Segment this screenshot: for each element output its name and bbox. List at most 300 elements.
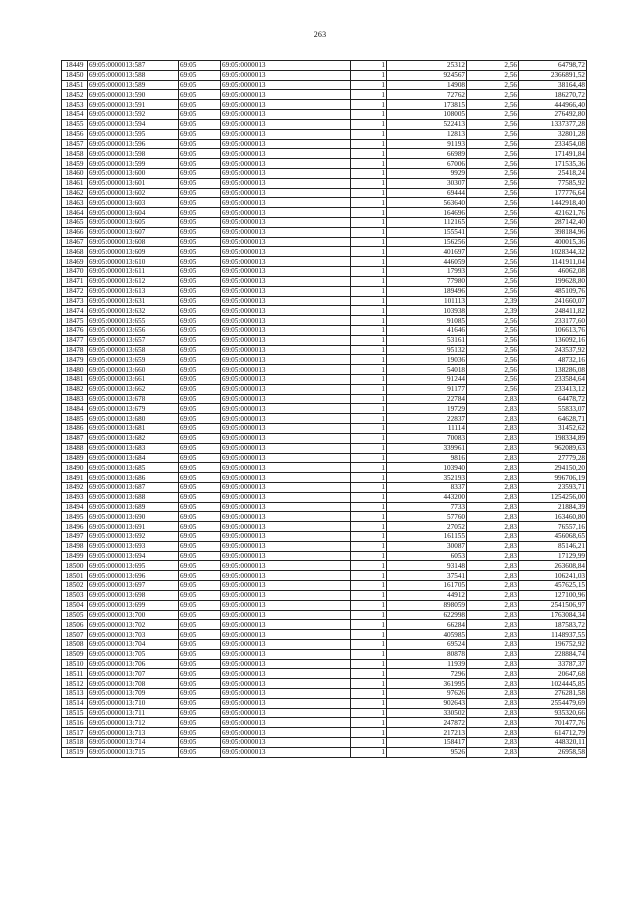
cadastral-number-cell: 69:05:0000013:605 — [88, 218, 179, 228]
quarter-number-cell: 69:05:0000013 — [221, 463, 351, 473]
category-cell: 1 — [351, 433, 387, 443]
category-cell: 1 — [351, 502, 387, 512]
category-cell: 1 — [351, 728, 387, 738]
specific-value-cell: 2,83 — [467, 708, 519, 718]
cadastral-value-cell: 46062,08 — [519, 267, 587, 277]
row-number-cell: 18505 — [62, 610, 88, 620]
district-code-cell: 69:05 — [179, 659, 221, 669]
table-row — [62, 100, 587, 110]
row-number-cell: 18473 — [62, 296, 88, 306]
category-cell: 1 — [351, 159, 387, 169]
area-cell: 112165 — [387, 218, 467, 228]
quarter-number-cell: 69:05:0000013 — [221, 453, 351, 463]
quarter-number-cell: 69:05:0000013 — [221, 639, 351, 649]
cadastral-number-cell: 69:05:0000013:705 — [88, 649, 179, 659]
specific-value-cell: 2,56 — [467, 227, 519, 237]
quarter-number-cell: 69:05:0000013 — [221, 61, 351, 71]
cadastral-value-cell: 294150,20 — [519, 463, 587, 473]
cadastral-number-cell: 69:05:0000013:715 — [88, 747, 179, 757]
quarter-number-cell: 69:05:0000013 — [221, 316, 351, 326]
specific-value-cell: 2,56 — [467, 110, 519, 120]
category-cell: 1 — [351, 296, 387, 306]
cadastral-number-cell: 69:05:0000013:609 — [88, 247, 179, 257]
table-row — [62, 649, 587, 659]
cadastral-number-cell: 69:05:0000013:707 — [88, 669, 179, 679]
district-code-cell: 69:05 — [179, 168, 221, 178]
cadastral-value-cell: 64628,71 — [519, 414, 587, 424]
area-cell: 72762 — [387, 90, 467, 100]
row-number-cell: 18454 — [62, 110, 88, 120]
specific-value-cell: 2,83 — [467, 600, 519, 610]
table-row — [62, 738, 587, 748]
district-code-cell: 69:05 — [179, 561, 221, 571]
cadastral-value-cell: 77585,92 — [519, 178, 587, 188]
table-row — [62, 119, 587, 129]
specific-value-cell: 2,39 — [467, 306, 519, 316]
category-cell: 1 — [351, 571, 387, 581]
row-number-cell: 18450 — [62, 70, 88, 80]
specific-value-cell: 2,83 — [467, 590, 519, 600]
table-row — [62, 639, 587, 649]
district-code-cell: 69:05 — [179, 502, 221, 512]
district-code-cell: 69:05 — [179, 679, 221, 689]
table-row — [62, 198, 587, 208]
quarter-number-cell: 69:05:0000013 — [221, 218, 351, 228]
cadastral-value-cell: 935320,66 — [519, 708, 587, 718]
table-row — [62, 630, 587, 640]
category-cell: 1 — [351, 679, 387, 689]
table-row — [62, 581, 587, 591]
district-code-cell: 69:05 — [179, 463, 221, 473]
area-cell: 164696 — [387, 208, 467, 218]
quarter-number-cell: 69:05:0000013 — [221, 345, 351, 355]
cadastral-number-cell: 69:05:0000013:658 — [88, 345, 179, 355]
table-row — [62, 492, 587, 502]
table-row — [62, 679, 587, 689]
cadastral-number-cell: 69:05:0000013:691 — [88, 522, 179, 532]
row-number-cell: 18499 — [62, 551, 88, 561]
cadastral-value-cell: 996706,19 — [519, 473, 587, 483]
specific-value-cell: 2,56 — [467, 90, 519, 100]
area-cell: 522413 — [387, 119, 467, 129]
cadastral-value-cell: 276281,58 — [519, 689, 587, 699]
district-code-cell: 69:05 — [179, 345, 221, 355]
area-cell: 19036 — [387, 355, 467, 365]
cadastral-value-cell: 106241,03 — [519, 571, 587, 581]
cadastral-number-cell: 69:05:0000013:703 — [88, 630, 179, 640]
district-code-cell: 69:05 — [179, 257, 221, 267]
area-cell: 158417 — [387, 738, 467, 748]
specific-value-cell: 2,56 — [467, 384, 519, 394]
quarter-number-cell: 69:05:0000013 — [221, 649, 351, 659]
row-number-cell: 18483 — [62, 394, 88, 404]
quarter-number-cell: 69:05:0000013 — [221, 679, 351, 689]
specific-value-cell: 2,83 — [467, 463, 519, 473]
row-number-cell: 18517 — [62, 728, 88, 738]
quarter-number-cell: 69:05:0000013 — [221, 286, 351, 296]
category-cell: 1 — [351, 267, 387, 277]
specific-value-cell: 2,56 — [467, 316, 519, 326]
row-number-cell: 18507 — [62, 630, 88, 640]
specific-value-cell: 2,83 — [467, 679, 519, 689]
table-row — [62, 610, 587, 620]
table-row — [62, 571, 587, 581]
cadastral-value-cell: 1148937,55 — [519, 630, 587, 640]
table-row — [62, 698, 587, 708]
table-row — [62, 70, 587, 80]
specific-value-cell: 2,83 — [467, 414, 519, 424]
table-row — [62, 355, 587, 365]
district-code-cell: 69:05 — [179, 267, 221, 277]
area-cell: 189496 — [387, 286, 467, 296]
category-cell: 1 — [351, 227, 387, 237]
cadastral-value-cell: 456068,65 — [519, 532, 587, 542]
row-number-cell: 18476 — [62, 325, 88, 335]
cadastral-number-cell: 69:05:0000013:695 — [88, 561, 179, 571]
area-cell: 898059 — [387, 600, 467, 610]
cadastral-value-cell: 233454,08 — [519, 139, 587, 149]
cadastral-number-cell: 69:05:0000013:659 — [88, 355, 179, 365]
cadastral-number-cell: 69:05:0000013:702 — [88, 620, 179, 630]
quarter-number-cell: 69:05:0000013 — [221, 188, 351, 198]
table-row — [62, 168, 587, 178]
row-number-cell: 18506 — [62, 620, 88, 630]
row-number-cell: 18485 — [62, 414, 88, 424]
table-row — [62, 110, 587, 120]
specific-value-cell: 2,56 — [467, 168, 519, 178]
table-row — [62, 139, 587, 149]
cadastral-value-cell: 31452,62 — [519, 424, 587, 434]
quarter-number-cell: 69:05:0000013 — [221, 502, 351, 512]
area-cell: 37541 — [387, 571, 467, 581]
cadastral-value-cell: 199628,80 — [519, 276, 587, 286]
quarter-number-cell: 69:05:0000013 — [221, 325, 351, 335]
row-number-cell: 18503 — [62, 590, 88, 600]
category-cell: 1 — [351, 698, 387, 708]
cadastral-number-cell: 69:05:0000013:699 — [88, 600, 179, 610]
area-cell: 247872 — [387, 718, 467, 728]
cadastral-number-cell: 69:05:0000013:714 — [88, 738, 179, 748]
district-code-cell: 69:05 — [179, 296, 221, 306]
cadastral-value-cell: 32801,28 — [519, 129, 587, 139]
quarter-number-cell: 69:05:0000013 — [221, 708, 351, 718]
row-number-cell: 18513 — [62, 689, 88, 699]
cadastral-number-cell: 69:05:0000013:694 — [88, 551, 179, 561]
table-row — [62, 325, 587, 335]
quarter-number-cell: 69:05:0000013 — [221, 581, 351, 591]
specific-value-cell: 2,83 — [467, 394, 519, 404]
quarter-number-cell: 69:05:0000013 — [221, 149, 351, 159]
cadastral-number-cell: 69:05:0000013:592 — [88, 110, 179, 120]
quarter-number-cell: 69:05:0000013 — [221, 247, 351, 257]
district-code-cell: 69:05 — [179, 492, 221, 502]
table-row — [62, 747, 587, 757]
row-number-cell: 18514 — [62, 698, 88, 708]
category-cell: 1 — [351, 492, 387, 502]
cadastral-value-cell: 457625,15 — [519, 581, 587, 591]
cadastral-value-cell: 171491,84 — [519, 149, 587, 159]
cadastral-number-cell: 69:05:0000013:679 — [88, 404, 179, 414]
area-cell: 161155 — [387, 532, 467, 542]
cadastral-value-cell: 55833,07 — [519, 404, 587, 414]
row-number-cell: 18462 — [62, 188, 88, 198]
area-cell: 217213 — [387, 728, 467, 738]
area-cell: 97626 — [387, 689, 467, 699]
cadastral-number-cell: 69:05:0000013:704 — [88, 639, 179, 649]
area-cell: 93148 — [387, 561, 467, 571]
row-number-cell: 18495 — [62, 512, 88, 522]
quarter-number-cell: 69:05:0000013 — [221, 159, 351, 169]
district-code-cell: 69:05 — [179, 649, 221, 659]
page-number: 263 — [313, 30, 327, 39]
quarter-number-cell: 69:05:0000013 — [221, 590, 351, 600]
specific-value-cell: 2,83 — [467, 669, 519, 679]
district-code-cell: 69:05 — [179, 718, 221, 728]
quarter-number-cell: 69:05:0000013 — [221, 296, 351, 306]
district-code-cell: 69:05 — [179, 227, 221, 237]
cadastral-value-cell: 2554479,69 — [519, 698, 587, 708]
area-cell: 22784 — [387, 394, 467, 404]
table-row — [62, 463, 587, 473]
cadastral-value-cell: 400015,36 — [519, 237, 587, 247]
row-number-cell: 18494 — [62, 502, 88, 512]
cadastral-number-cell: 69:05:0000013:657 — [88, 335, 179, 345]
area-cell: 361995 — [387, 679, 467, 689]
category-cell: 1 — [351, 424, 387, 434]
row-number-cell: 18478 — [62, 345, 88, 355]
district-code-cell: 69:05 — [179, 218, 221, 228]
district-code-cell: 69:05 — [179, 384, 221, 394]
row-number-cell: 18467 — [62, 237, 88, 247]
cadastral-value-cell: 64478,72 — [519, 394, 587, 404]
row-number-cell: 18480 — [62, 365, 88, 375]
quarter-number-cell: 69:05:0000013 — [221, 110, 351, 120]
cadastral-number-cell: 69:05:0000013:607 — [88, 227, 179, 237]
cadastral-number-cell: 69:05:0000013:687 — [88, 482, 179, 492]
table-row — [62, 482, 587, 492]
cadastral-value-cell: 1254256,00 — [519, 492, 587, 502]
specific-value-cell: 2,83 — [467, 620, 519, 630]
cadastral-number-cell: 69:05:0000013:706 — [88, 659, 179, 669]
quarter-number-cell: 69:05:0000013 — [221, 532, 351, 542]
row-number-cell: 18518 — [62, 738, 88, 748]
cadastral-number-cell: 69:05:0000013:612 — [88, 276, 179, 286]
cadastral-number-cell: 69:05:0000013:587 — [88, 61, 179, 71]
area-cell: 103940 — [387, 463, 467, 473]
cadastral-value-cell: 20647,68 — [519, 669, 587, 679]
row-number-cell: 18492 — [62, 482, 88, 492]
quarter-number-cell: 69:05:0000013 — [221, 718, 351, 728]
quarter-number-cell: 69:05:0000013 — [221, 178, 351, 188]
district-code-cell: 69:05 — [179, 247, 221, 257]
quarter-number-cell: 69:05:0000013 — [221, 375, 351, 385]
cadastral-value-cell: 198334,89 — [519, 433, 587, 443]
specific-value-cell: 2,83 — [467, 551, 519, 561]
category-cell: 1 — [351, 335, 387, 345]
cadastral-number-cell: 69:05:0000013:686 — [88, 473, 179, 483]
table-row — [62, 61, 587, 71]
cadastral-number-cell: 69:05:0000013:662 — [88, 384, 179, 394]
district-code-cell: 69:05 — [179, 424, 221, 434]
cadastral-number-cell: 69:05:0000013:590 — [88, 90, 179, 100]
table-row — [62, 188, 587, 198]
area-cell: 22837 — [387, 414, 467, 424]
cadastral-number-cell: 69:05:0000013:692 — [88, 532, 179, 542]
cadastral-value-cell: 962089,63 — [519, 443, 587, 453]
row-number-cell: 18463 — [62, 198, 88, 208]
specific-value-cell: 2,83 — [467, 404, 519, 414]
table-row — [62, 218, 587, 228]
district-code-cell: 69:05 — [179, 581, 221, 591]
district-code-cell: 69:05 — [179, 335, 221, 345]
table-row — [62, 306, 587, 316]
quarter-number-cell: 69:05:0000013 — [221, 630, 351, 640]
category-cell: 1 — [351, 365, 387, 375]
cadastral-value-cell: 25418,24 — [519, 168, 587, 178]
specific-value-cell: 2,56 — [467, 198, 519, 208]
cadastral-number-cell: 69:05:0000013:655 — [88, 316, 179, 326]
quarter-number-cell: 69:05:0000013 — [221, 404, 351, 414]
area-cell: 69524 — [387, 639, 467, 649]
cadastral-number-cell: 69:05:0000013:613 — [88, 286, 179, 296]
category-cell: 1 — [351, 61, 387, 71]
district-code-cell: 69:05 — [179, 237, 221, 247]
table-row — [62, 247, 587, 257]
row-number-cell: 18449 — [62, 61, 88, 71]
table-row — [62, 689, 587, 699]
row-number-cell: 18511 — [62, 669, 88, 679]
table-row — [62, 296, 587, 306]
table-row — [62, 365, 587, 375]
table-row — [62, 708, 587, 718]
quarter-number-cell: 69:05:0000013 — [221, 384, 351, 394]
specific-value-cell: 2,83 — [467, 718, 519, 728]
district-code-cell: 69:05 — [179, 639, 221, 649]
area-cell: 66284 — [387, 620, 467, 630]
cadastral-number-cell: 69:05:0000013:685 — [88, 463, 179, 473]
area-cell: 41646 — [387, 325, 467, 335]
specific-value-cell: 2,83 — [467, 728, 519, 738]
specific-value-cell: 2,56 — [467, 345, 519, 355]
row-number-cell: 18452 — [62, 90, 88, 100]
area-cell: 11939 — [387, 659, 467, 669]
cadastral-number-cell: 69:05:0000013:589 — [88, 80, 179, 90]
row-number-cell: 18453 — [62, 100, 88, 110]
specific-value-cell: 2,83 — [467, 492, 519, 502]
specific-value-cell: 2,83 — [467, 571, 519, 581]
table-row — [62, 512, 587, 522]
specific-value-cell: 2,56 — [467, 365, 519, 375]
quarter-number-cell: 69:05:0000013 — [221, 119, 351, 129]
cadastral-number-cell: 69:05:0000013:683 — [88, 443, 179, 453]
table-row — [62, 159, 587, 169]
specific-value-cell: 2,83 — [467, 610, 519, 620]
category-cell: 1 — [351, 541, 387, 551]
cadastral-number-cell: 69:05:0000013:682 — [88, 433, 179, 443]
category-cell: 1 — [351, 110, 387, 120]
category-cell: 1 — [351, 208, 387, 218]
quarter-number-cell: 69:05:0000013 — [221, 482, 351, 492]
specific-value-cell: 2,83 — [467, 502, 519, 512]
district-code-cell: 69:05 — [179, 100, 221, 110]
area-cell: 19729 — [387, 404, 467, 414]
quarter-number-cell: 69:05:0000013 — [221, 70, 351, 80]
category-cell: 1 — [351, 394, 387, 404]
cadastral-value-cell: 398184,96 — [519, 227, 587, 237]
quarter-number-cell: 69:05:0000013 — [221, 610, 351, 620]
cadastral-value-cell: 106613,76 — [519, 325, 587, 335]
row-number-cell: 18455 — [62, 119, 88, 129]
row-number-cell: 18502 — [62, 581, 88, 591]
cadastral-number-cell: 69:05:0000013:602 — [88, 188, 179, 198]
row-number-cell: 18457 — [62, 139, 88, 149]
cadastral-value-cell: 233584,64 — [519, 375, 587, 385]
quarter-number-cell: 69:05:0000013 — [221, 689, 351, 699]
table-row — [62, 90, 587, 100]
row-number-cell: 18500 — [62, 561, 88, 571]
table-row — [62, 345, 587, 355]
cadastral-value-cell: 1763084,34 — [519, 610, 587, 620]
category-cell: 1 — [351, 139, 387, 149]
cadastral-number-cell: 69:05:0000013:680 — [88, 414, 179, 424]
row-number-cell: 18493 — [62, 492, 88, 502]
table-row — [62, 208, 587, 218]
area-cell: 405985 — [387, 630, 467, 640]
quarter-number-cell: 69:05:0000013 — [221, 738, 351, 748]
table-row — [62, 424, 587, 434]
specific-value-cell: 2,56 — [467, 267, 519, 277]
area-cell: 443200 — [387, 492, 467, 502]
row-number-cell: 18451 — [62, 80, 88, 90]
category-cell: 1 — [351, 738, 387, 748]
district-code-cell: 69:05 — [179, 590, 221, 600]
district-code-cell: 69:05 — [179, 61, 221, 71]
category-cell: 1 — [351, 620, 387, 630]
specific-value-cell: 2,83 — [467, 522, 519, 532]
row-number-cell: 18508 — [62, 639, 88, 649]
area-cell: 7733 — [387, 502, 467, 512]
cadastral-value-cell: 1337377,28 — [519, 119, 587, 129]
specific-value-cell: 2,83 — [467, 581, 519, 591]
cadastral-number-cell: 69:05:0000013:688 — [88, 492, 179, 502]
quarter-number-cell: 69:05:0000013 — [221, 551, 351, 561]
row-number-cell: 18490 — [62, 463, 88, 473]
quarter-number-cell: 69:05:0000013 — [221, 473, 351, 483]
district-code-cell: 69:05 — [179, 276, 221, 286]
cadastral-number-cell: 69:05:0000013:610 — [88, 257, 179, 267]
quarter-number-cell: 69:05:0000013 — [221, 306, 351, 316]
area-cell: 44912 — [387, 590, 467, 600]
cadastral-number-cell: 69:05:0000013:713 — [88, 728, 179, 738]
cadastral-value-cell: 228884,74 — [519, 649, 587, 659]
specific-value-cell: 2,83 — [467, 433, 519, 443]
category-cell: 1 — [351, 689, 387, 699]
table-row — [62, 276, 587, 286]
cadastral-value-cell: 448320,11 — [519, 738, 587, 748]
area-cell: 70083 — [387, 433, 467, 443]
cadastral-number-cell: 69:05:0000013:598 — [88, 149, 179, 159]
table-row — [62, 257, 587, 267]
area-cell: 6053 — [387, 551, 467, 561]
table-row — [62, 149, 587, 159]
cadastral-value-cell: 127100,96 — [519, 590, 587, 600]
cadastral-value-cell: 248411,82 — [519, 306, 587, 316]
category-cell: 1 — [351, 90, 387, 100]
cadastral-value-cell: 276492,80 — [519, 110, 587, 120]
specific-value-cell: 2,56 — [467, 178, 519, 188]
category-cell: 1 — [351, 257, 387, 267]
category-cell: 1 — [351, 237, 387, 247]
